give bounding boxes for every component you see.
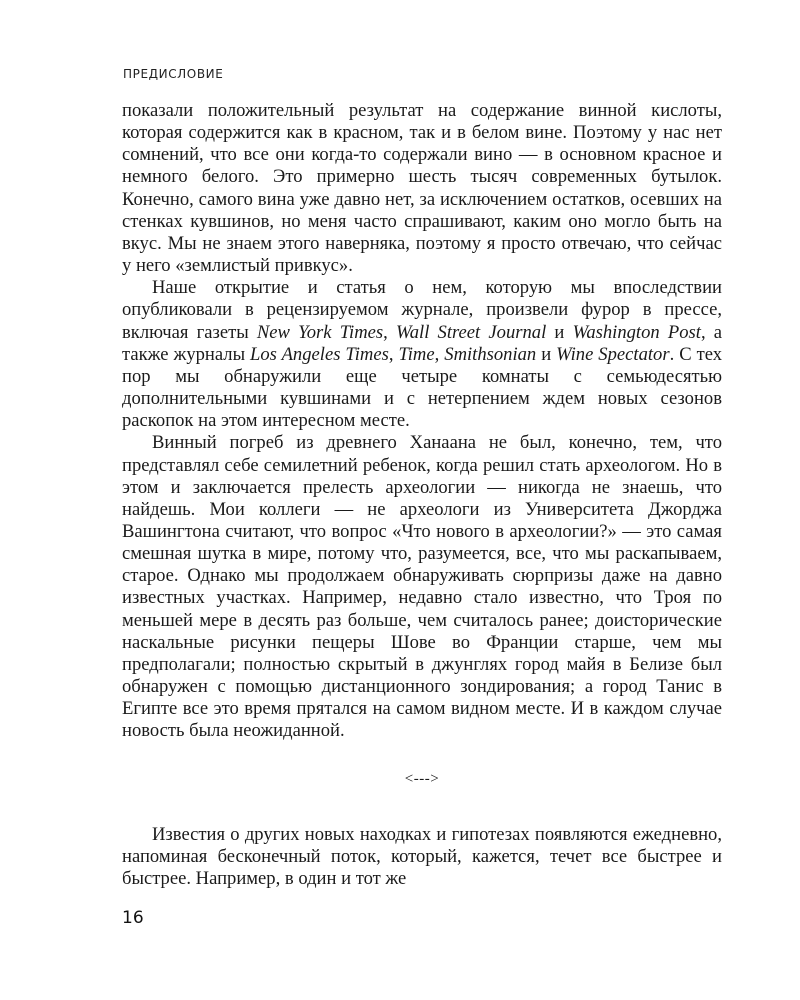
paragraph-2-text: , — [434, 343, 445, 365]
running-head: ПРЕДИСЛОВИЕ — [123, 67, 224, 81]
body-text — [122, 100, 722, 890]
paragraph-2-text: Наше открытие и статья о нем, которую мы впоследствии опубликовали в рецензируемом журнале, произвели фурор в прессе, включая газеты — [122, 277, 722, 343]
publication-title: Washington Post — [572, 321, 701, 343]
publication-title: Wall Street Journal — [395, 321, 547, 343]
paragraph-2-text: и — [536, 343, 557, 365]
publication-title: Wine Spectator — [556, 343, 670, 365]
paragraph-2 — [122, 277, 722, 432]
publication-title: New York Times — [256, 321, 384, 343]
publication-title: Smithsonian — [444, 343, 537, 365]
paragraph-2-text: , а также журналы — [122, 321, 723, 365]
paragraph-3: Винный погреб из древнего Ханаана не был, конечно, тем, что представлял себе семилетний ребенок, когда решил стать археологом. Но в этом и заключается прелесть археологии — никогда не знаешь, что найдешь. Мои коллеги — не археологи из Университета Джорджа Вашингтона считают, что вопрос «Что нового в археологии?» — это самая смешная шутка в мире, потому что, разумеется, все, что мы раскапываем, старое. Однако мы продолжаем обнаруживать сюрпризы даже на давно известных участках. Например, недавно стало известно, что Троя по меньшей мере в десять раз больше, чем считалось ранее; доисторические наскальные рисунки пещеры Шове во Франции старше, чем мы предполагали; полностью скрытый в джунглях город майя в Белизе был обнаружен с помощью дистанционного зондирования; а город Танис в Египте все это время прятался на самом видном месте. И в каждом случае новость была неожиданной. — [122, 432, 722, 742]
paragraph-2-text: . С тех пор мы обнаружили еще четыре комнаты с семьюдесятью дополнительными кувшинами и с нетерпением ждем новых сезонов раскопок на этом интересном месте. — [122, 343, 723, 432]
page-number: 16 — [122, 908, 144, 928]
paragraph-4: Известия о других новых находках и гипотезах появляются ежедневно, напоминая бесконечный поток, который, кажется, течет все быстрее и быстрее. Например, в один и тот же — [122, 823, 722, 889]
publication-title: Time — [398, 343, 435, 365]
paragraph-1: показали положительный результат на содержание винной кислоты, которая содержится как в красном, так и в белом вине. Поэтому у нас нет сомнений, что все они когда-то содержали вино — в основном красное и немного белого. Это примерно шесть тысяч современных бутылок. Конечно, самого вина уже давно нет, за исключением остатков, осевших на стенках кувшинов, но меня часто спрашивают, каким оно могло быть на вкус. Мы не знаем этого наверняка, поэтому я просто отвечаю, что сейчас у него «землистый привкус». — [122, 100, 722, 277]
paragraph-2-text: , — [388, 343, 399, 365]
paragraph-2-text: и — [546, 321, 573, 343]
section-separator: <---> — [404, 770, 440, 787]
paragraph-2-text: , — [383, 321, 396, 343]
publication-title: Los Angeles Times — [250, 343, 389, 365]
